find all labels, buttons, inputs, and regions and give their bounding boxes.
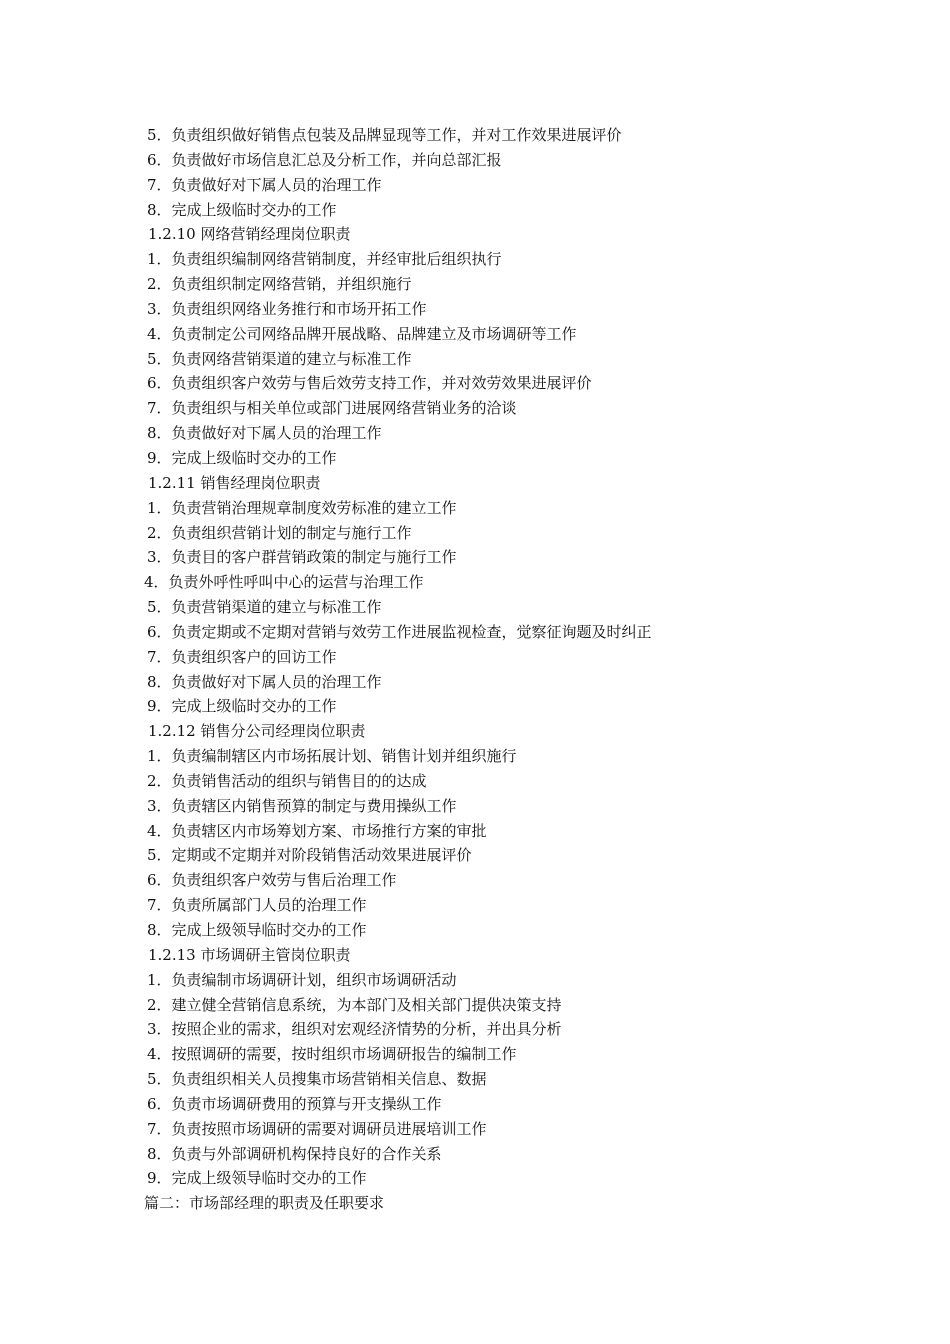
duty-item: 8．完成上级领导临时交办的工作 (147, 921, 367, 939)
duty-item: 4．负责辖区内市场筹划方案、市场推行方案的审批 (147, 821, 487, 840)
duty-item: 5．负责组织做好销售点包装及品牌显现等工作，并对工作效果进展评价 (147, 126, 622, 144)
duty-item: 6．负责组织客户效劳与售后效劳支持工作，并对效劳效果进展评价 (147, 374, 592, 393)
duty-item: 9．完成上级领导临时交办的工作 (147, 1169, 367, 1188)
duty-item: 3．负责目的客户群营销政策的制定与施行工作 (147, 548, 457, 567)
duty-item: 6．负责定期或不定期对营销与效劳工作进展监视检查，觉察征询题及时纠正 (147, 622, 652, 641)
duty-item: 3．负责组织网络业务推行和市场开拓工作 (147, 299, 427, 318)
duty-item: 6．负责做好市场信息汇总及分析工作，并向总部汇报 (147, 150, 502, 169)
duty-item: 6．负责组织客户效劳与售后治理工作 (147, 871, 397, 890)
duty-item: 9．完成上级临时交办的工作 (147, 697, 337, 716)
duty-item: 4．负责外呼性呼叫中心的运营与治理工作 (144, 573, 424, 592)
section-heading: 1.2.12 销售分公司经理岗位职责 (148, 722, 366, 741)
duty-item: 2．负责销售活动的组织与销售目的的达成 (147, 771, 427, 790)
duty-item: 3．按照企业的需求，组织对宏观经济情势的分析，并出具分析 (147, 1020, 562, 1039)
duty-item: 7．负责组织客户的回访工作 (147, 647, 337, 666)
section-heading: 1.2.10 网络营销经理岗位职责 (148, 225, 351, 244)
next-article-title: 篇二：市场部经理的职责及任职要求 (144, 1194, 385, 1213)
duty-item: 4．按照调研的需要，按时组织市场调研报告的编制工作 (147, 1045, 517, 1064)
duty-item: 2．负责组织营销计划的制定与施行工作 (147, 523, 412, 542)
duty-item: 7．负责所属部门人员的治理工作 (147, 896, 367, 915)
duty-item: 9．完成上级临时交办的工作 (147, 448, 337, 467)
duty-item: 7．负责组织与相关单位或部门进展网络营销业务的洽谈 (147, 399, 517, 418)
duty-item: 2．建立健全营销信息系统，为本部门及相关部门提供决策支持 (147, 995, 562, 1014)
section-heading: 1.2.11 销售经理岗位职责 (148, 473, 321, 492)
duty-item: 6．负责市场调研费用的预算与开支操纵工作 (147, 1094, 442, 1113)
duty-item: 5．负责营销渠道的建立与标准工作 (147, 598, 382, 617)
duty-item: 5．负责网络营销渠道的建立与标准工作 (147, 349, 412, 368)
section-heading: 1.2.13 市场调研主管岗位职责 (148, 945, 351, 964)
duty-item: 5．定期或不定期并对阶段销售活动效果进展评价 (147, 846, 472, 865)
duty-item: 4．负责制定公司网络品牌开展战略、品牌建立及市场调研等工作 (147, 324, 577, 343)
duty-item: 5．负责组织相关人员搜集市场营销相关信息、数据 (147, 1070, 487, 1089)
duty-item: 2．负责组织制定网络营销，并组织施行 (147, 275, 412, 294)
duty-item: 1．负责编制辖区内市场拓展计划、销售计划并组织施行 (147, 747, 517, 766)
duty-item: 1．负责编制市场调研计划，组织市场调研活动 (147, 970, 457, 989)
duty-item: 3．负责辖区内销售预算的制定与费用操纵工作 (147, 796, 457, 815)
duty-item: 1．负责组织编制网络营销制度，并经审批后组织执行 (147, 250, 502, 269)
duty-item: 7．负责按照市场调研的需要对调研员进展培训工作 (147, 1119, 487, 1138)
duty-item: 8．负责做好对下属人员的治理工作 (147, 424, 382, 443)
document-body (146, 123, 866, 1216)
duty-item: 8．负责做好对下属人员的治理工作 (147, 672, 382, 691)
duty-item: 8．完成上级临时交办的工作 (147, 200, 337, 219)
duty-item: 7．负责做好对下属人员的治理工作 (147, 175, 382, 194)
duty-item: 8．负责与外部调研机构保持良好的合作关系 (147, 1144, 442, 1163)
duty-item: 1．负责营销治理规章制度效劳标准的建立工作 (147, 498, 457, 517)
